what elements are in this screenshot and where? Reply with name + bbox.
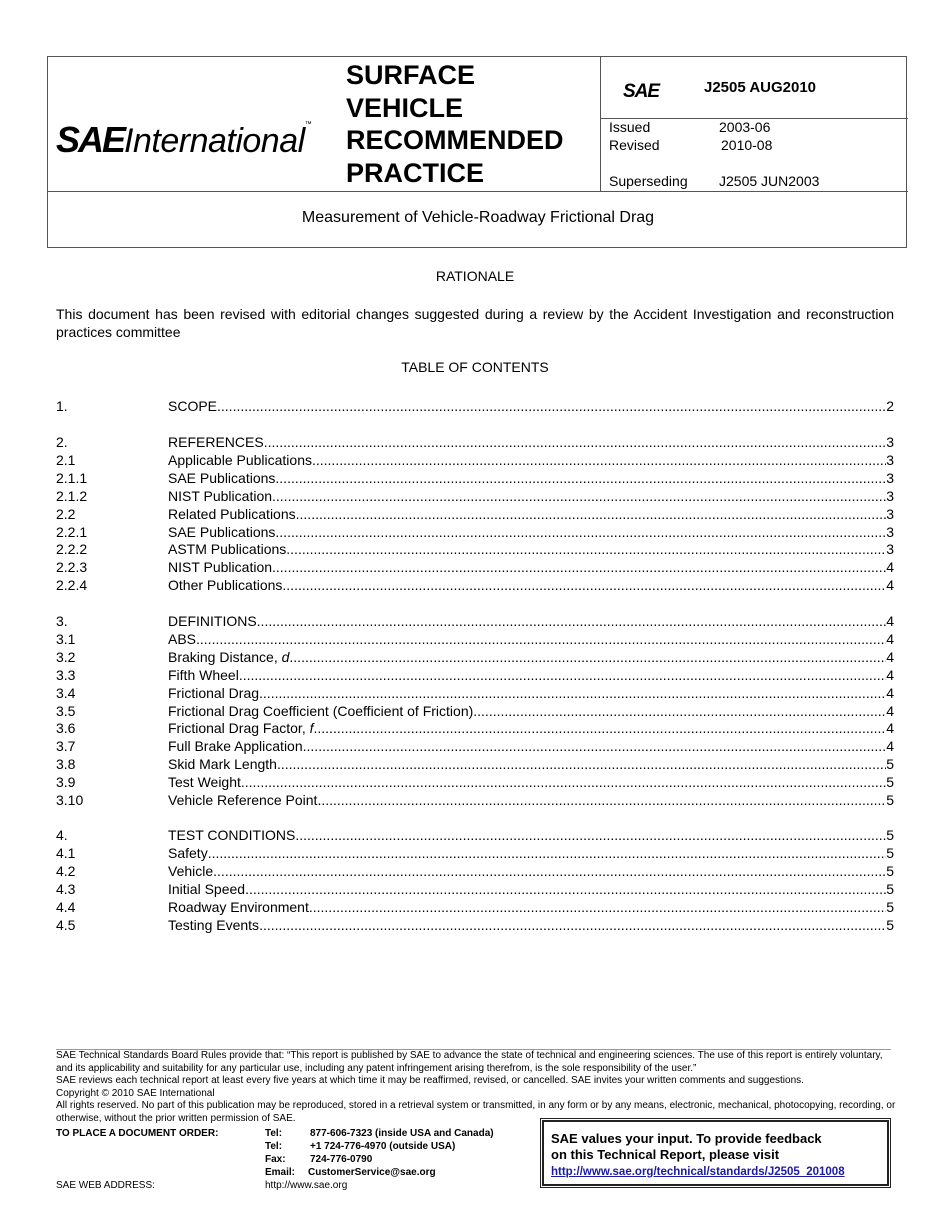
document-type: SURFACE VEHICLE RECOMMENDED PRACTICE bbox=[346, 60, 564, 188]
toc-entry-variable: d bbox=[281, 648, 290, 665]
toc-entry[interactable] bbox=[56, 648, 894, 666]
rights-text: All rights reserved. No part of this publication may be reproduced, stored in a retrieval system or transmitted, in any form or by any means, electronic, mechanical, photocopying, recording, or otherwise, without the prior written permission of SAE. bbox=[56, 1100, 896, 1124]
toc-entry-title: Applicable Publications bbox=[168, 451, 312, 468]
toc-entry[interactable] bbox=[56, 755, 894, 773]
toc-entry-page: 4 bbox=[886, 577, 894, 594]
toc-entry[interactable] bbox=[56, 916, 894, 934]
toc-entry-title: NIST Publication bbox=[168, 559, 273, 576]
toc-leader-dots bbox=[208, 844, 887, 862]
toc-entry[interactable] bbox=[56, 397, 894, 415]
toc-entry-title: Vehicle Reference Point bbox=[168, 792, 318, 808]
toc-entry-page: 2 bbox=[886, 398, 894, 414]
toc-entry-number: 4.2 bbox=[56, 862, 76, 879]
toc-entry-number: 2.2 bbox=[56, 505, 76, 522]
toc-entry-title: Other Publications bbox=[168, 577, 283, 594]
footer bbox=[56, 1050, 896, 1125]
sae-international-logo: SAEInternational™ bbox=[56, 119, 312, 160]
toc-entry[interactable] bbox=[56, 540, 894, 558]
toc-entry-page: 4 bbox=[886, 684, 894, 701]
toc-entry-page: 5 bbox=[886, 880, 894, 897]
toc-entry-title: Braking Distance, d bbox=[168, 648, 290, 665]
toc-entry-title: SAE Publications bbox=[168, 523, 276, 540]
toc-entry-page: 5 bbox=[886, 756, 894, 773]
rationale-body: This document has been revised with editorial changes suggested during a review by the Accident Investigation and reconstruction practices committee bbox=[56, 306, 894, 340]
toc-entry-title: Full Brake Application bbox=[168, 738, 303, 755]
toc-entry-page: 5 bbox=[886, 827, 894, 843]
toc-leader-dots bbox=[196, 630, 886, 648]
toc-entry-number: 2.2.1 bbox=[56, 523, 88, 540]
copyright-text: Copyright © 2010 SAE International bbox=[56, 1087, 215, 1099]
toc-leader-dots bbox=[272, 558, 886, 576]
tel2-value: +1 724-776-4970 (outside USA) bbox=[310, 1141, 456, 1152]
toc-entry-title: Safety bbox=[168, 844, 208, 861]
toc-entry-title: REFERENCES bbox=[168, 434, 264, 450]
issued-label: Issued bbox=[609, 119, 651, 135]
toc-entry-number: 4.1 bbox=[56, 844, 76, 861]
toc-entry[interactable] bbox=[56, 898, 894, 916]
toc-entry-page: 4 bbox=[886, 559, 894, 576]
toc-entry-number: 3.10 bbox=[56, 792, 84, 808]
tel-value: 877-606-7323 (inside USA and Canada) bbox=[310, 1128, 494, 1139]
feedback-link[interactable]: http://www.sae.org/technical/standards/J2505_201008 bbox=[551, 1166, 845, 1178]
toc-entry-title: Initial Speed bbox=[168, 880, 246, 897]
toc-entry-number: 3.5 bbox=[56, 702, 76, 719]
toc-entry-title: TEST CONDITIONS bbox=[168, 827, 296, 843]
toc-leader-dots bbox=[241, 773, 886, 791]
feedback-box bbox=[542, 1120, 889, 1186]
toc-entry[interactable] bbox=[56, 487, 894, 505]
toc-entry-page: 4 bbox=[886, 666, 894, 683]
toc-entry-number: 3.3 bbox=[56, 666, 76, 683]
toc-entry-variable: f bbox=[309, 720, 314, 737]
toc-leader-dots bbox=[272, 487, 886, 505]
toc-leader-dots bbox=[259, 684, 886, 702]
toc-entry-number: 1. bbox=[56, 398, 68, 414]
toc-entry-page: 3 bbox=[886, 469, 894, 486]
toc-entry-page: 4 bbox=[886, 702, 894, 719]
toc-entry-page: 5 bbox=[886, 916, 894, 933]
toc-entry-number: 3. bbox=[56, 613, 68, 629]
toc-entry-page: 5 bbox=[886, 862, 894, 879]
toc-entry-number: 2.2.3 bbox=[56, 559, 88, 576]
toc-leader-dots bbox=[286, 540, 886, 558]
toc-entry-number: 4.4 bbox=[56, 898, 76, 915]
toc-entry-number: 4.5 bbox=[56, 916, 76, 933]
toc-entry-title: Test Weight bbox=[168, 774, 241, 791]
toc-entry-number: 2.1.2 bbox=[56, 487, 88, 504]
toc-entry-title: Roadway Environment bbox=[168, 898, 309, 915]
toc-entry[interactable] bbox=[56, 702, 894, 720]
email-label: Email: bbox=[265, 1167, 296, 1178]
toc-leader-dots bbox=[239, 666, 886, 684]
toc-leader-dots bbox=[309, 898, 886, 916]
toc-entry[interactable] bbox=[56, 684, 894, 702]
toc-leader-dots bbox=[213, 862, 886, 880]
toc-entry[interactable] bbox=[56, 505, 894, 523]
email-value[interactable]: CustomerService@sae.org bbox=[308, 1167, 436, 1178]
toc-entry-title: SAE Publications bbox=[168, 469, 276, 486]
toc-entry[interactable] bbox=[56, 791, 894, 809]
toc-entry-number: 2.1 bbox=[56, 451, 76, 468]
toc-entry-title: Frictional Drag Coefficient (Coefficient of Friction) bbox=[168, 702, 474, 719]
web-value[interactable]: http://www.sae.org bbox=[265, 1180, 348, 1191]
toc-leader-dots bbox=[217, 397, 886, 415]
toc-entry[interactable] bbox=[56, 719, 894, 737]
toc-entry[interactable] bbox=[56, 844, 894, 862]
toc-entry-number: 3.1 bbox=[56, 630, 76, 647]
toc-leader-dots bbox=[312, 451, 886, 469]
toc-leader-dots bbox=[264, 433, 887, 451]
issued-value: 2003-06 bbox=[719, 119, 771, 135]
document-number: J2505 AUG2010 bbox=[704, 79, 817, 96]
toc-entry[interactable] bbox=[56, 630, 894, 648]
toc-entry-page: 3 bbox=[886, 523, 894, 540]
toc-leader-dots bbox=[277, 755, 886, 773]
tel2-label: Tel: bbox=[265, 1141, 283, 1152]
toc-leader-dots bbox=[275, 469, 886, 487]
toc-entry-number: 2.2.2 bbox=[56, 541, 88, 558]
toc-leader-dots bbox=[275, 523, 886, 541]
toc-entry[interactable] bbox=[56, 576, 894, 594]
toc-entry-number: 4. bbox=[56, 827, 68, 843]
toc-entry[interactable] bbox=[56, 826, 894, 844]
superseding-label: Superseding bbox=[609, 173, 688, 189]
toc-entry-title: Frictional Drag bbox=[168, 684, 260, 701]
toc-entry[interactable] bbox=[56, 862, 894, 880]
toc-leader-dots bbox=[257, 612, 887, 630]
toc-entry-title: ABS bbox=[168, 630, 197, 647]
toc-entry-title: Skid Mark Length bbox=[168, 756, 277, 773]
toc-entry-page: 4 bbox=[886, 738, 894, 755]
toc-entry[interactable] bbox=[56, 469, 894, 487]
toc-entry[interactable] bbox=[56, 558, 894, 576]
toc-leader-dots bbox=[259, 916, 886, 934]
toc-leader-dots bbox=[295, 826, 886, 844]
toc-entry[interactable] bbox=[56, 666, 894, 684]
feedback-line-1: SAE values your input. To provide feedback bbox=[551, 1131, 822, 1146]
web-label: SAE WEB ADDRESS: bbox=[56, 1180, 155, 1191]
header-divider bbox=[600, 57, 601, 191]
toc-entry-page: 3 bbox=[886, 505, 894, 522]
toc-entry-number: 3.8 bbox=[56, 756, 76, 773]
toc-entry-number: 2.1.1 bbox=[56, 469, 88, 486]
toc-leader-dots bbox=[317, 791, 886, 809]
toc-entry-title: Testing Events bbox=[168, 916, 260, 933]
feedback-line-2: on this Technical Report, please visit bbox=[551, 1147, 780, 1162]
toc-entry-page: 3 bbox=[886, 434, 894, 450]
toc-entry-number: 3.2 bbox=[56, 648, 76, 665]
toc-entry-number: 2.2.4 bbox=[56, 577, 88, 594]
toc-leader-dots bbox=[473, 702, 886, 720]
toc-entry[interactable] bbox=[56, 612, 894, 630]
toc-entry-title: NIST Publication bbox=[168, 487, 273, 504]
toc-entry-page: 4 bbox=[886, 648, 894, 665]
toc-entry-title: DEFINITIONS bbox=[168, 613, 257, 629]
toc-entry-page: 3 bbox=[886, 541, 894, 558]
toc-leader-dots bbox=[245, 880, 886, 898]
toc-entry-number: 2. bbox=[56, 434, 68, 450]
toc-leader-dots bbox=[303, 737, 887, 755]
document-title: Measurement of Vehicle-Roadway Frictional Drag bbox=[301, 209, 655, 226]
toc-entry-number: 3.4 bbox=[56, 684, 76, 701]
toc-entry[interactable] bbox=[56, 523, 894, 541]
toc-entry-title: Frictional Drag Factor, f bbox=[168, 720, 314, 737]
toc-leader-dots bbox=[289, 648, 886, 666]
toc-entry-page: 4 bbox=[886, 720, 894, 737]
toc-entry-page: 3 bbox=[886, 487, 894, 504]
toc-entry-page: 4 bbox=[886, 613, 894, 629]
toc-entry[interactable] bbox=[56, 880, 894, 898]
review-text: SAE reviews each technical report at least every five years at which time it may be reaffirmed, revised, or cancelled. SAE invites your written comments and suggestions. bbox=[56, 1075, 804, 1086]
standards-rules-text: SAE Technical Standards Board Rules provide that: “This report is published by SAE to advance the state of technical and engineering sciences. The use of this report is entirely voluntary, and its applicability and suitability for any particular use, including any patent infringement arising therefrom, is the sole responsibility of the user.” bbox=[56, 1050, 883, 1074]
order-label: TO PLACE A DOCUMENT ORDER: bbox=[56, 1128, 219, 1139]
toc-heading: TABLE OF CONTENTS bbox=[401, 359, 549, 375]
revised-value: 2010-08 bbox=[721, 137, 773, 153]
toc-entry-title: Vehicle bbox=[168, 862, 214, 879]
toc-entry[interactable] bbox=[56, 773, 894, 791]
toc-entry-title: Fifth Wheel bbox=[168, 666, 239, 683]
toc-leader-dots bbox=[314, 719, 887, 737]
toc-leader-dots bbox=[296, 505, 887, 523]
toc-entry-title: Related Publications bbox=[168, 505, 296, 522]
toc-entry-number: 3.9 bbox=[56, 774, 76, 791]
toc-entry-page: 5 bbox=[886, 844, 894, 861]
header-divider bbox=[48, 191, 908, 192]
superseding-value: J2505 JUN2003 bbox=[719, 173, 820, 189]
toc-entry-page: 4 bbox=[886, 630, 894, 647]
revised-label: Revised bbox=[609, 137, 660, 153]
fax-label: Fax: bbox=[265, 1154, 286, 1165]
toc-entry-title: SCOPE bbox=[168, 398, 218, 414]
toc-entry-title: ASTM Publications bbox=[168, 541, 287, 558]
tel-label: Tel: bbox=[265, 1128, 283, 1139]
toc-entry-number: 3.6 bbox=[56, 720, 76, 737]
fax-value: 724-776-0790 bbox=[310, 1154, 373, 1165]
toc-entry-page: 5 bbox=[886, 792, 894, 808]
toc-entry[interactable] bbox=[56, 433, 894, 451]
toc-entry-page: 5 bbox=[886, 774, 894, 791]
toc-entry-number: 3.7 bbox=[56, 738, 76, 755]
toc-entry-page: 3 bbox=[886, 451, 894, 468]
toc-entry[interactable] bbox=[56, 451, 894, 469]
toc-entry-page: 5 bbox=[886, 898, 894, 915]
rationale-heading: RATIONALE bbox=[435, 268, 515, 284]
toc-entry-number: 4.3 bbox=[56, 880, 76, 897]
toc-entry[interactable] bbox=[56, 737, 894, 755]
sae-mark: SAE bbox=[623, 81, 660, 102]
header-box bbox=[47, 56, 907, 248]
toc-leader-dots bbox=[282, 576, 886, 594]
